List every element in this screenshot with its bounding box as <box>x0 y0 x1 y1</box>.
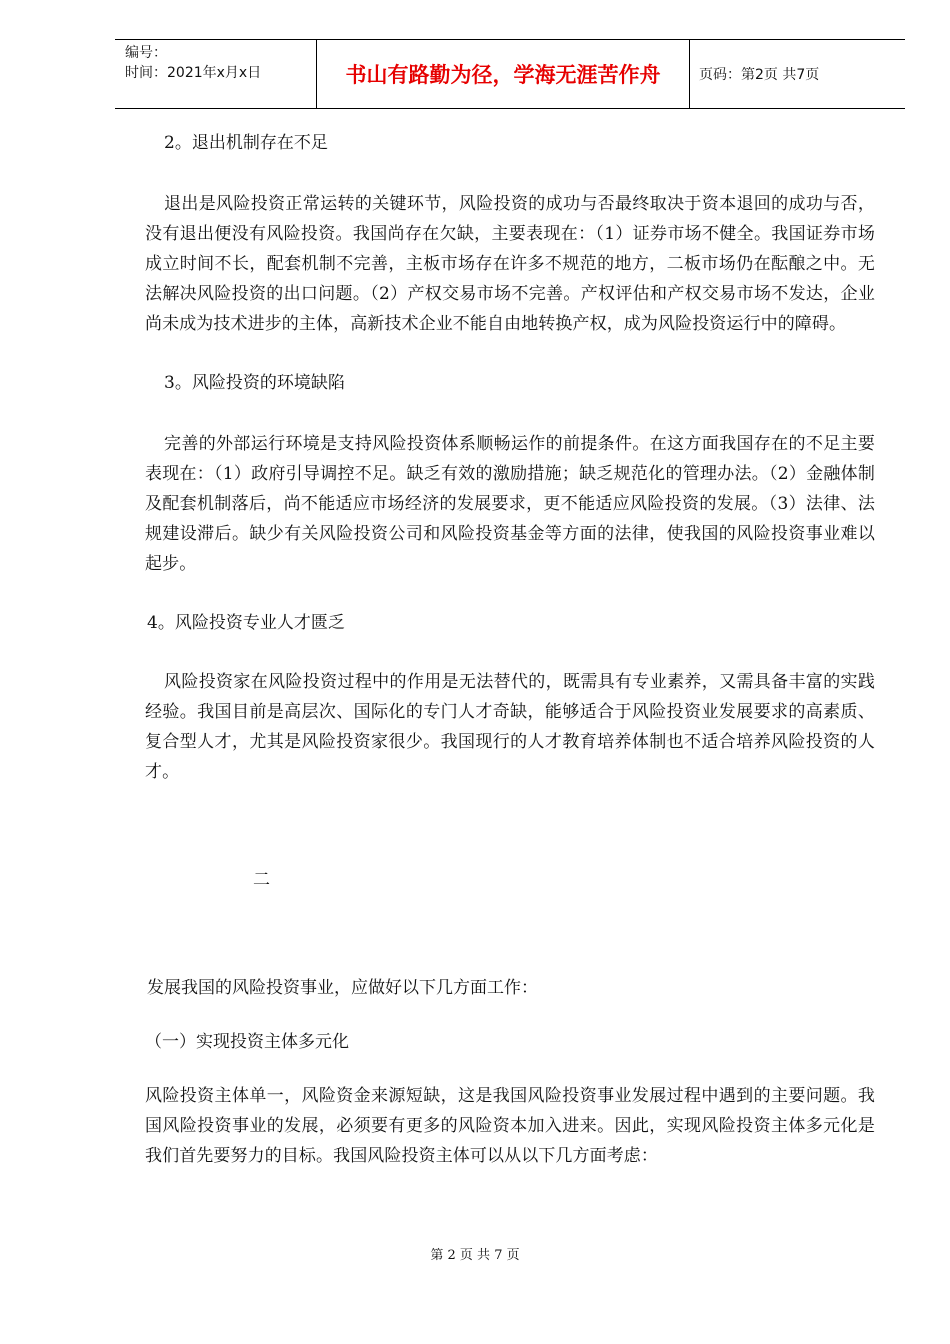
heading-environment: 3。风险投资的环境缺陷 <box>164 373 345 393</box>
document-date: 时间：2021年x月x日 <box>125 65 262 81</box>
paragraph-exit-mechanism: 退出是风险投资正常运转的关键环节，风险投资的成功与否最终取决于资本退回的成功与否，没有退出便没有风险投资。我国尚存在欠缺，主要表现在：（1）证券市场不健全。我国证券市场成立时间不长，配套机制不完善，主板市场存在许多不规范的地方，二板市场仍在酝酿之中。无法解决风险投资的出口问题。（2）产权交易市场不完善。产权评估和产权交易市场不发达，企业尚未成为技术进步的主体，高新技术企业不能自由地转换产权，成为风险投资运行中的障碍。 <box>145 194 875 334</box>
paragraph-diversify: 风险投资主体单一，风险资金来源短缺，这是我国风险投资事业发展过程中遇到的主要问题。我国风险投资事业的发展，必须要有更多的风险资本加入进来。因此，实现风险投资主体多元化是我们首先要努力的目标。我国风险投资主体可以从以下几方面考虑： <box>145 1086 875 1166</box>
paragraph-environment: 完善的外部运行环境是支持风险投资体系顺畅运作的前提条件。在这方面我国存在的不足主要表现在：（1）政府引导调控不足。缺乏有效的激励措施；缺乏规范化的管理办法。（2）金融体制及配套机制落后，尚不能适应市场经济的发展要求，更不能适应风险投资的发展。（3）法律、法规建设滞后。缺少有关风险投资公司和风险投资基金等方面的法律，使我国的风险投资事业难以起步。 <box>145 434 875 574</box>
header-motto: 书山有路勤为径，学海无涯苦作舟 <box>316 40 690 108</box>
page-footer: 第 2 页 共 7 页 <box>430 1248 520 1263</box>
subheading-diversify: （一）实现投资主体多元化 <box>145 1032 349 1052</box>
paragraph-talent: 风险投资家在风险投资过程中的作用是无法替代的，既需具有专业素养，又需具备丰富的实践经验。我国目前是高层次、国际化的专门人才奇缺，能够适合于风险投资业发展要求的高素质、复合型人才，尤其是风险投资家很少。我国现行的人才教育培养体制也不适合培养风险投资的人才。 <box>145 672 875 782</box>
heading-talent: 4。风险投资专业人才匮乏 <box>147 613 345 633</box>
section-heading-two: 二 <box>253 870 270 890</box>
document-number: 编号： <box>125 45 167 61</box>
intro-sentence: 发展我国的风险投资事业，应做好以下几方面工作： <box>147 978 538 998</box>
header-meta <box>115 40 316 108</box>
header-page-number: 页码：第2页 共7页 <box>699 67 820 83</box>
heading-exit-mechanism: 2。退出机制存在不足 <box>164 133 328 153</box>
page-header <box>115 39 905 109</box>
document-body <box>145 128 875 1171</box>
